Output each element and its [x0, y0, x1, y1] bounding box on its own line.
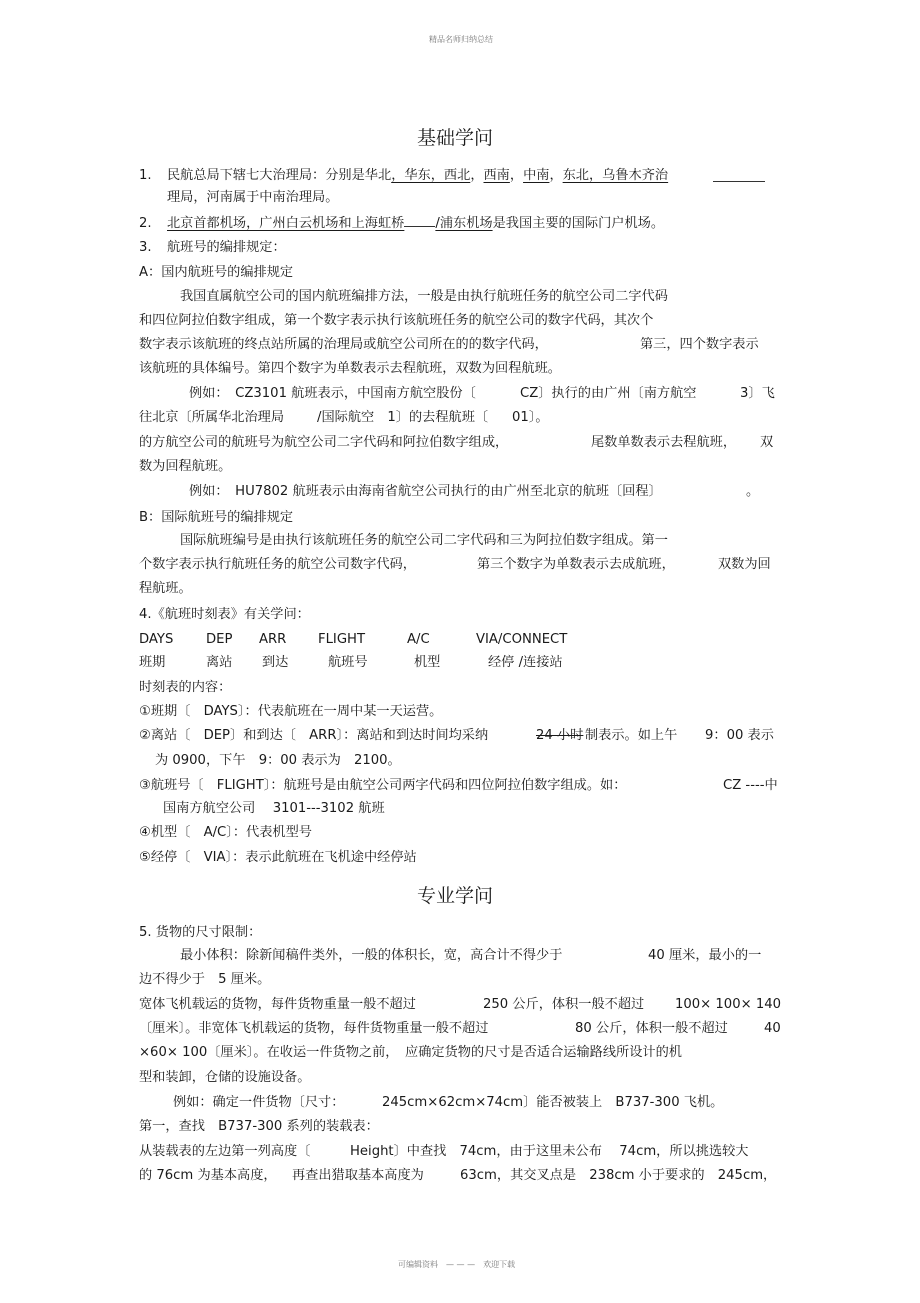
section-a-line-4: 该航班的具体编号。第四个数字为单数表示去程航班，双数为回程航班。: [139, 361, 561, 376]
item-4-heading: 4.《航班时刻表》有关学问：: [139, 607, 310, 622]
timetable-col-flight: FLIGHT: [318, 632, 366, 647]
example-1-line-2a: 往北京〔所属华北治理局: [139, 410, 285, 425]
example-2-b: 。: [746, 484, 760, 499]
example-2-a: 例如： HU7802 航班表示由海南省航空公司执行的由广州至北京的航班〔回程〕: [189, 484, 662, 499]
item-2-blank: [404, 216, 435, 227]
timetable-col-days: DAYS: [139, 632, 174, 647]
item-1-text-b: ，华东，西北: [391, 168, 471, 183]
example-3-a: 例如：确定一件货物〔尺寸：: [173, 1095, 345, 1110]
item-2-text-a: 北京首都机场，广州白云机场和上海虹桥: [167, 216, 405, 231]
timetable-col-arr: ARR: [259, 632, 287, 647]
section-title-professional: 专业学问: [417, 885, 494, 907]
example-1-line-2c: 01〕。: [512, 410, 549, 425]
last-line-2b: 再查出猎取基本高度为: [292, 1168, 424, 1183]
content-item-3a: ③航班号〔 FLIGHT〕：航班号是由航空公司两字代码和四位阿拉伯数字组成。如：: [139, 778, 627, 793]
timetable-cn-ac: 机型: [414, 655, 441, 670]
content-item-2c: 制表示。如上午: [585, 728, 678, 743]
item-5-line-2: 边不得少于 5 厘米。: [139, 972, 271, 987]
last-line-2c: 63cm，其交叉点是 238cm 小于要求的 245cm，: [460, 1168, 777, 1183]
content-item-5: ⑤经停〔 VIA〕：表示此航班在飞机途中经停站: [139, 850, 417, 865]
page-header: 精品名师归纳总结: [429, 35, 493, 44]
section-b-line-2a: 个数字表示执行航班任务的航空公司数字代码，: [139, 557, 416, 572]
item-5-line-4b: 80 公斤，体积一般不超过: [575, 1021, 728, 1036]
item-2-text-b: /浦东机场: [435, 216, 493, 231]
item-2-text-c: 是我国主要的国际门户机场。: [492, 216, 665, 231]
item-5-line-4c: 40: [764, 1021, 781, 1036]
item-1-blank-line: [713, 181, 765, 182]
last-line-1b: Height〕中查找 74cm，由于这里未公布 74cm，所以挑选较大: [350, 1144, 749, 1159]
item-1-line-1: [167, 168, 668, 184]
timetable-cn-arr: 到达: [262, 655, 289, 670]
item-5-line-3c: 100× 100× 140: [675, 997, 781, 1012]
section-b-line-3: 程航班。: [139, 581, 192, 596]
example-1-line-2b: /国际航空 1〕的去程航班〔: [317, 410, 489, 425]
timetable-col-ac: A/C: [407, 632, 430, 647]
item-5-line-3a: 宽体飞机载运的货物，每件货物重量一般不超过: [139, 997, 416, 1012]
page-footer: 可编辑资料 — — — 欢迎下载: [398, 1260, 516, 1269]
local-line-1c: 双: [760, 435, 774, 450]
section-a-line-3b: 第三，四个数字表示: [640, 337, 759, 352]
item-5-line-1b: 40 厘米，最小的一: [648, 948, 762, 963]
timetable-content-title: 时刻表的内容：: [139, 680, 232, 695]
step-1: 第一，查找 B737-300 系列的装载表：: [139, 1119, 379, 1134]
item-5-line-1a: 最小体积：除新闻稿件类外，一般的体积长，宽，高合计不得少于: [180, 948, 563, 963]
item-5-line-4a: 〔厘米〕。非宽体飞机载运的货物，每件货物重量一般不超过: [139, 1021, 489, 1036]
item-1-text-d: 西南: [483, 168, 510, 183]
local-line-2: 数为回程航班。: [139, 459, 232, 474]
section-b-line-1: 国际航班编号是由执行该航班任务的航空公司二字代码和三为阿拉伯数字组成。第一: [180, 533, 668, 548]
content-item-1: ①班期〔 DAYS〕：代表航班在一周中某一天运营。: [139, 704, 443, 719]
item-1-text-a: 民航总局下辖七大治理局：分别是华北: [167, 168, 392, 183]
timetable-col-via: VIA/CONNECT: [476, 632, 568, 647]
item-1-text-h: 东北，乌鲁木齐治: [562, 168, 669, 183]
content-item-2-line-2: 为 0900，下午 9：00 表示为 2100。: [155, 753, 401, 768]
section-title-basic: 基础学问: [417, 127, 494, 149]
item-1-line-2: 理局，河南属于中南治理局。: [167, 190, 339, 205]
section-a-line-2: 和四位阿拉伯数字组成，第一个数字表示执行该航班任务的航空公司的数字代码，其次个: [139, 313, 654, 328]
content-item-2d: 9：00 表示: [705, 728, 774, 743]
timetable-cn-flight: 航班号: [328, 655, 368, 670]
timetable-col-dep: DEP: [206, 632, 233, 647]
timetable-cn-days: 班期: [139, 655, 166, 670]
item-3-text: 航班号的编排规定：: [167, 240, 286, 255]
item-1-number: 1.: [139, 168, 152, 183]
section-b-heading: B：国际航班号的编排规定: [139, 510, 294, 525]
item-5-line-5: ×60× 100〔厘米〕。在收运一件货物之前， 应确定货物的尺寸是否适合运输路线所设计的机: [139, 1045, 682, 1060]
timetable-cn-via: 经停 /连接站: [488, 655, 563, 670]
item-1-text-c: ，: [470, 168, 484, 183]
item-3-number: 3.: [139, 240, 152, 255]
item-1-text-g: ，: [549, 168, 563, 183]
content-item-3-line-2: 国南方航空公司 3101---3102 航班: [163, 801, 385, 816]
item-1-text-f: 中南: [523, 168, 550, 183]
item-5-line-3b: 250 公斤，体积一般不超过: [483, 997, 645, 1012]
last-line-2a: 的 76cm 为基本高度，: [139, 1168, 277, 1183]
timetable-cn-dep: 离站: [206, 655, 233, 670]
item-5-line-6: 型和装卸，仓储的设施设备。: [139, 1070, 311, 1085]
example-1-b: CZ〕执行的由广州〔南方航空: [520, 386, 697, 401]
section-a-line-1: 我国直属航空公司的国内航班编排方法，一般是由执行航班任务的航空公司二字代码: [180, 289, 668, 304]
item-1-text-e: ，: [509, 168, 524, 183]
example-1-c: 3〕飞: [740, 386, 775, 401]
section-a-heading: A：国内航班号的编排规定: [139, 265, 294, 280]
local-line-1b: 尾数单数表示去程航班，: [591, 435, 737, 450]
example-3-b: 245cm×62cm×74cm〕能否被装上 B737-300 飞机。: [382, 1095, 724, 1110]
example-1-a: 例如： CZ3101 航班表示，中国南方航空股份〔: [189, 386, 476, 401]
local-line-1a: 的方航空公司的航班号为航空公司二字代码和阿拉伯数字组成，: [139, 435, 509, 450]
content-item-2b: 24 小时: [536, 728, 584, 743]
section-a-line-3a: 数字表示该航班的终点站所属的治理局或航空公司所在的的数字代码，: [139, 337, 548, 352]
item-5-heading: 5. 货物的尺寸限制：: [139, 925, 262, 940]
last-line-1a: 从装载表的左边第一列高度〔: [139, 1144, 311, 1159]
item-2-number: 2.: [139, 216, 152, 231]
section-b-line-2c: 双数为回: [718, 557, 771, 572]
content-item-4: ④机型〔 A/C〕：代表机型号: [139, 825, 312, 840]
section-b-line-2b: 第三个数字为单数表示去成航班，: [477, 557, 675, 572]
content-item-3b: CZ ----中: [723, 778, 778, 793]
content-item-2a: ②离站〔 DEP〕和到达〔 ARR〕：离站和到达时间均采纳: [139, 728, 489, 743]
item-2-line: [167, 216, 664, 232]
